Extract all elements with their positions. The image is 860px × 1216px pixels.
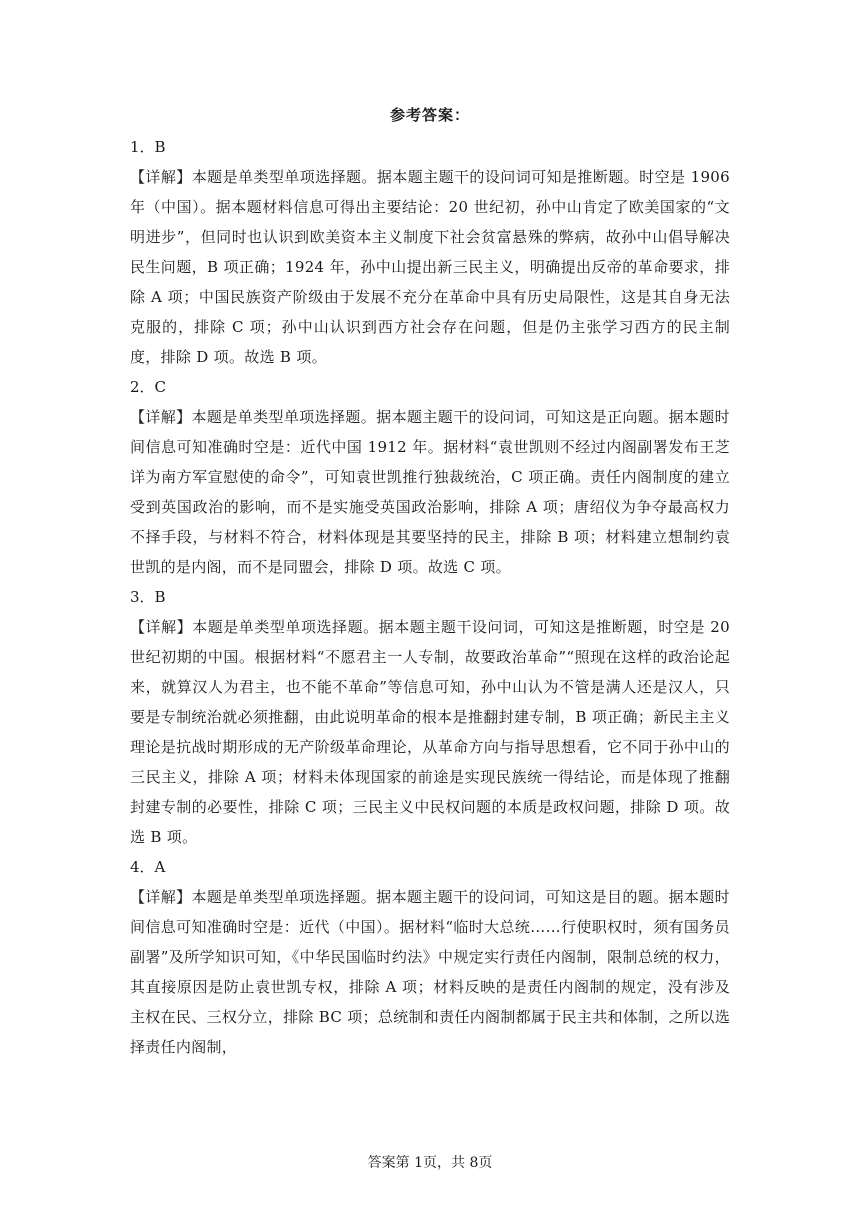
answer-4-explanation: 【详解】本题是单类型单项选择题。据本题主题干的设问词，可知这是目的题。据本题时间信息可知准确时空是：近代（中国）。据材料“临时大总统……行使职权时，须有国务员副署”及所学知识可知，《中华民国临时约法》中规定实行责任内阁制，限制总统的权力，其直接原因是防止袁世凯专权，排除 A 项；材料反映的是责任内阁制的规定，没有涉及主权在民、三权分立，排除 BC 项；总统制和责任内阁制都属于民主共和体制，之所以选择责任内阁制， [130, 888, 730, 1056]
page-footer: 答案第 1页，共 8页 [367, 1155, 493, 1171]
page-title: 参考答案： [389, 106, 470, 124]
answer-2-explanation: 【详解】本题是单类型单项选择题。据本题主题干的设问词，可知这是正向题。据本题时间信息可知准确时空是：近代中国 1912 年。据材料“袁世凯则不经过内阁副署发布王芝详为南方军宣慰使的命令”，可知袁世凯推行独裁统治，C 项正确。责任内阁制度的建立受到英国政治的影响，而不是实施受英国政治影响，排除 A 项；唐绍仪为争夺最高权力不择手段，与材料不符合，材料体现是其要坚持的民主，排除 B 项；材料建立想制约袁世凯的是内阁，而不是同盟会，排除 D 项。故选 C 项。 [130, 408, 731, 576]
answer-1-number: 1．B [130, 138, 166, 156]
answer-2-number: 2．C [130, 378, 167, 396]
answer-3-explanation: 【详解】本题是单类型单项选择题。据本题主题干设问词，可知这是推断题，时空是 20 世纪初期的中国。根据材料“不愿君主一人专制，故要政治革命”“照现在这样的政治论起来，就算汉人为君主，也不能不革命”等信息可知，孙中山认为不管是满人还是汉人，只要是专制统治就必须推翻，由此说明革命的根本是推翻封建专制，B 项正确；新民主主义理论是抗战时期形成的无产阶级革命理论，从革命方向与指导思想看，它不同于孙中山的三民主义，排除 A 项；材料未体现国家的前途是实现民族统一得结论，而是体现了推翻封建专制的必要性，排除 C 项；三民主义中民权问题的本质是政权问题，排除 D 项。故选 B 项。 [130, 618, 730, 846]
answer-3-number: 3．B [130, 588, 166, 606]
answer-4-number: 4．A [130, 858, 166, 876]
answer-1-explanation: 【详解】本题是单类型单项选择题。据本题主题干的设问词可知是推断题。时空是 1906 年（中国）。据本题材料信息可得出主要结论：20 世纪初，孙中山肯定了欧美国家的“文明进步”，但同时也认识到欧美资本主义制度下社会贫富悬殊的弊病，故孙中山倡导解决民生问题，B 项正确；1924 年，孙中山提出新三民主义，明确提出反帝的革命要求，排除 A 项；中国民族资产阶级由于发展不充分在革命中具有历史局限性，这是其自身无法克服的，排除 C 项；孙中山认识到西方社会存在问题，但是仍主张学习西方的民主制度，排除 D 项。故选 B 项。 [130, 168, 730, 366]
answers-content [130, 132, 730, 1062]
